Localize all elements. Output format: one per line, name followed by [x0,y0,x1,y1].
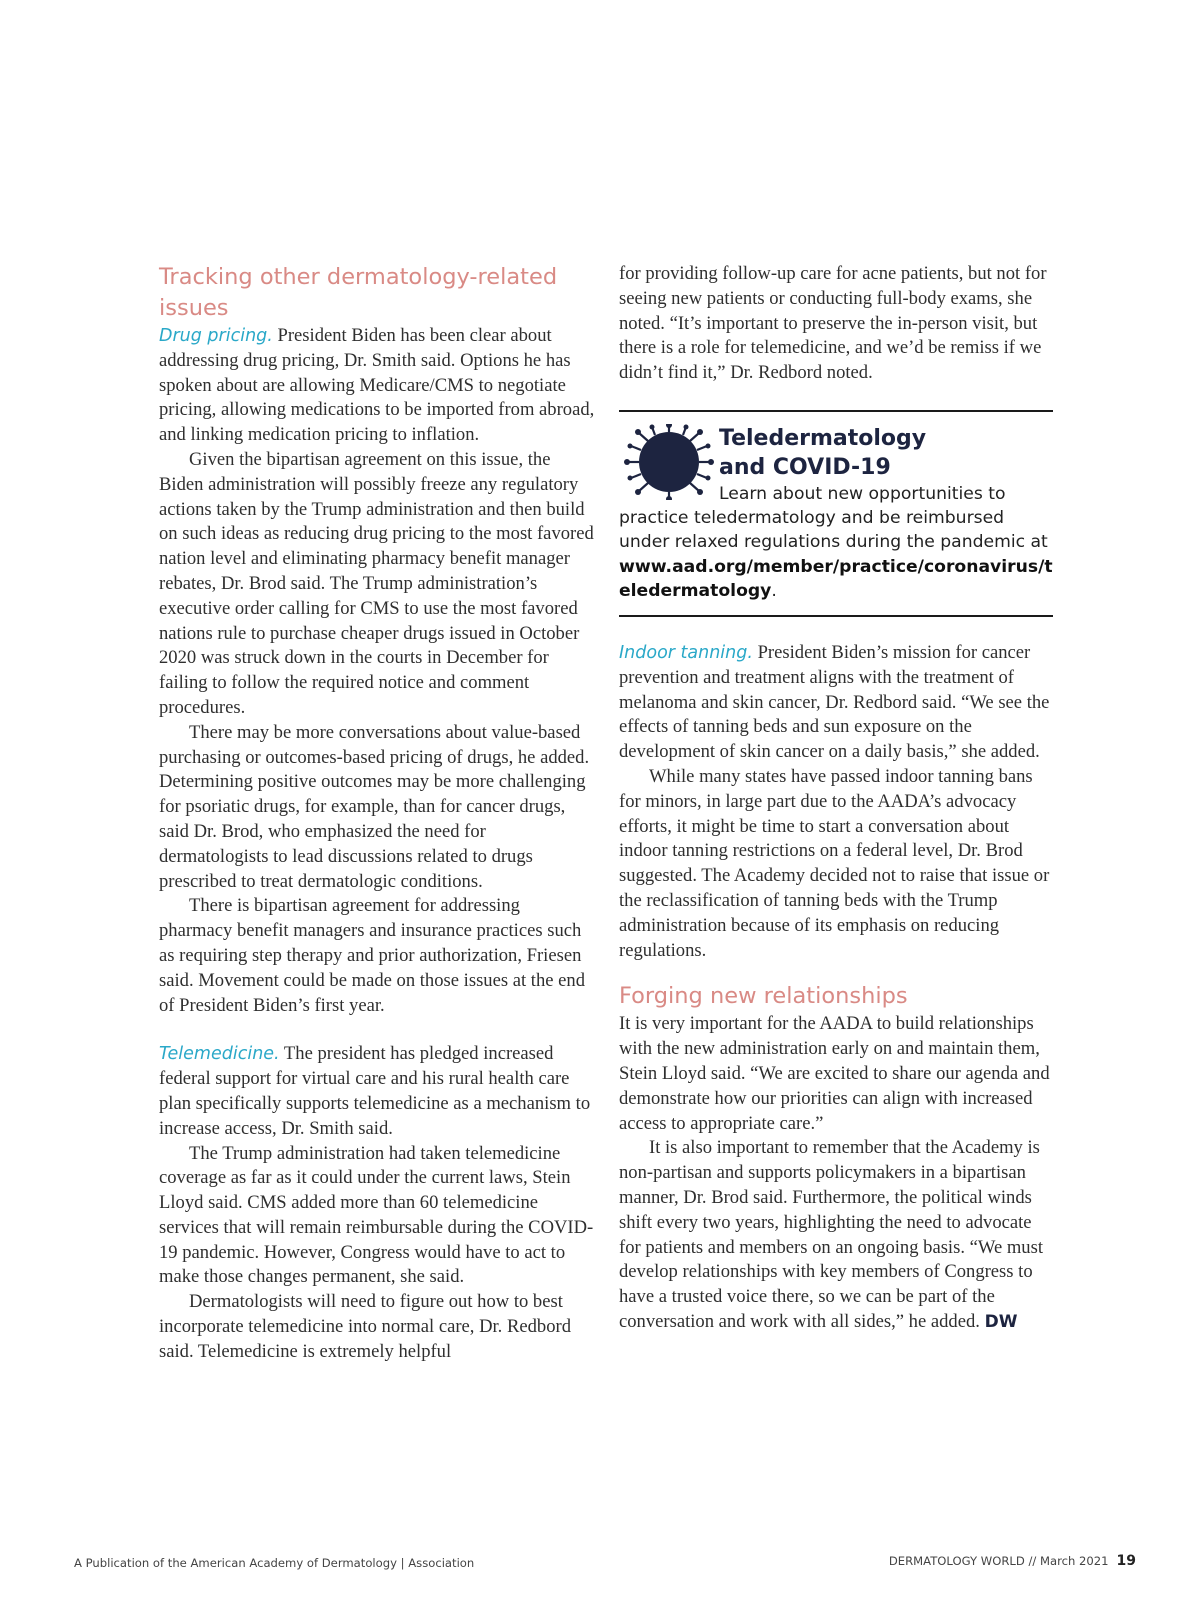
telemedicine-paragraph [159,1042,595,1141]
telemedicine-text: The president has pledged increased federal support for virtual care and his rural health care plan specifically supports telemedicine as a mechanism to increase access, Dr. Smith said. [159,1043,591,1139]
relationships-paragraph-2 [619,1136,1053,1334]
relationships-paragraph: It is very important for the AADA to build relationships with the new administration early on and maintain them, Stein Lloyd said. “We are excited to share our agenda and demonstrate how our priorities can align with increased access to appropriate care.” [619,1013,1050,1134]
indoor-tanning-lead: Indoor tanning. [619,643,753,663]
indoor-tanning-paragraph [619,641,1053,765]
end-mark: DW [984,1311,1018,1332]
indoor-tanning-paragraph-2: While many states have passed indoor tanning bans for minors, in large part due to the AADA’s advocacy efforts, it might be time to start a conversation about indoor tanning restrictions on a federal level, Dr. Brod suggested. The Academy decided not to raise that issue or the reclassification of tanning beds with the Trump administration because of its emphasis on reducing regulations. [619,765,1050,961]
sidebar-link[interactable]: www.aad.org/member/practice/coronavirus/teledermatology [619,556,1053,601]
drug-pricing-lead: Drug pricing. [159,326,273,346]
left-column [159,262,595,1365]
virus-icon [619,424,717,500]
page-number: 19 [1116,1553,1136,1569]
sidebar-title-line1: Teledermatology [719,425,927,451]
right-column [619,262,1053,1335]
telemedicine-lead: Telemedicine. [159,1044,280,1065]
continued-paragraph: for providing follow-up care for acne patients, but not for seeing new patients or conducting full-body exams, she noted. “It’s important to preserve the in-person visit, but there is a role for telemedicine, and we’d be remiss if we didn’t find it,” Dr. Redbord noted. [619,263,1047,384]
drug-pricing-paragraph-4: There is bipartisan agreement for addressing pharmacy benefit managers and insurance practices such as requiring step therapy and prior authorization, Friesen said. Movement could be made on those issues at the end of President Biden’s first year. [159,895,586,1016]
teledermatology-sidebar [619,410,1053,617]
section-heading-tracking: Tracking other dermatology-related issues [159,264,558,321]
footer-magazine [889,1553,1136,1569]
sidebar-title-line2: and COVID-19 [719,454,891,480]
section-heading-forging: Forging new relationships [619,983,908,1010]
drug-pricing-text: President Biden has been clear about addressing drug pricing, Dr. Smith said. Options he has spoken about are allowing Medicare/CMS to negotiate pricing, allowing medications to be imported from abroad, and linking medication pricing to inflation. [159,325,595,446]
sidebar-body: Learn about new opportunities to practice teledermatology and be reimbursed under relaxed regulations during the pandemic at [619,483,1048,553]
drug-pricing-paragraph-2: Given the bipartisan agreement on this issue, the Biden administration will possibly freeze any regulatory actions taken by the Trump administration and then build on such ideas as reducing drug pricing to the most favored nation level and eliminating pharmacy benefit manager rebates, Dr. Brod said. The Trump administration’s executive order calling for CMS to use the most favored nations rule to purchase cheaper drugs issued in October 2020 was struck down in the courts in December for failing to follow the required notice and comment procedures. [159,448,594,718]
footer-publication: A Publication of the American Academy of Dermatology | Association [74,1556,475,1570]
telemedicine-paragraph-2: The Trump administration had taken telemedicine coverage as far as it could under the current laws, Stein Lloyd said. CMS added more than 60 telemedicine services that will remain reimbursable during the COVID-19 pandemic. However, Congress would have to act to make those changes permanent, she said. [159,1142,594,1288]
relationships-text: It is also important to remember that the Academy is non-partisan and supports policymakers in a bipartisan manner, Dr. Brod said. Furthermore, the political winds shift every two years, highlighting the need to advocate for patients and members on an ongoing basis. “We must develop relationships with key members of Congress to have a trusted voice there, so we can be part of the conversation and work with all sides,” he added. [619,1137,1044,1332]
sidebar-text [619,482,1053,603]
telemedicine-paragraph-3: Dermatologists will need to figure out how to best incorporate telemedicine into normal care, Dr. Redbord said. Telemedicine is extremely helpful [159,1291,572,1362]
drug-pricing-paragraph-3: There may be more conversations about value-based purchasing or outcomes-based pricing of drugs, he added. Determining positive outcomes may be more challenging for psoriatic drugs, for example, than for cancer drugs, said Dr. Brod, who emphasized the need for dermatologists to lead discussions related to drugs prescribed to treat dermatologic conditions. [159,721,590,892]
indoor-tanning-text: President Biden’s mission for cancer prevention and treatment aligns with the treatment of melanoma and skin cancer, Dr. Redbord said. “We see the effects of tanning beds and sun exposure on the development of skin cancer on a daily basis,” she added. [619,642,1050,763]
footer-issue: DERMATOLOGY WORLD // March 2021 [888,1554,1109,1568]
sidebar-period: . [771,580,777,601]
drug-pricing-paragraph [159,324,595,448]
